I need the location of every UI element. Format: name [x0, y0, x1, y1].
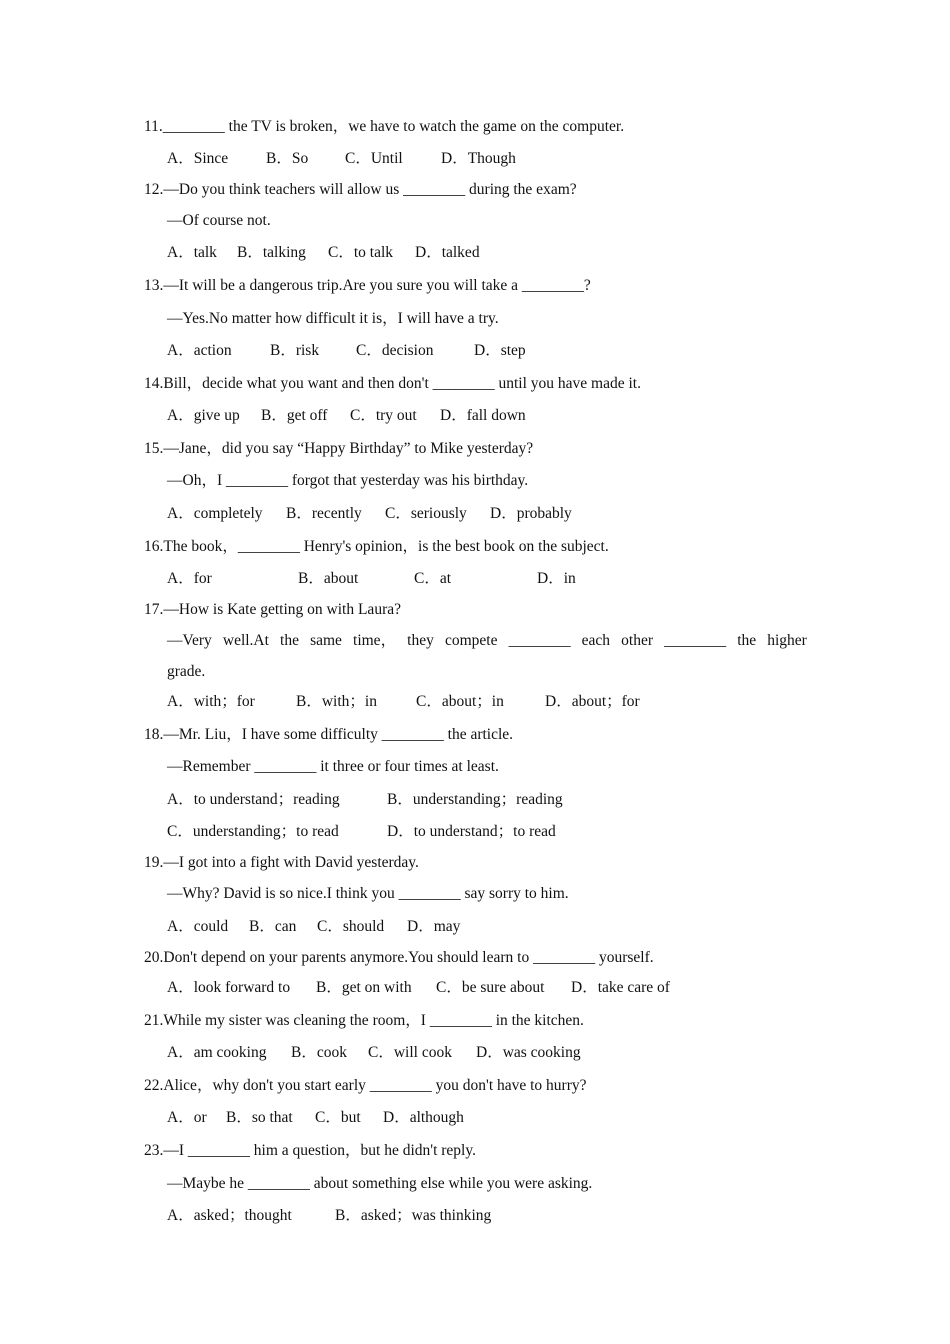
q17-blank: ________	[664, 632, 727, 649]
q14-option-b: B．get off	[261, 407, 328, 424]
q21-option-d: D．was cooking	[476, 1044, 581, 1061]
q19-option-b: B．can	[249, 918, 297, 935]
question-23-reply: —Maybe he ________ about something else while you were asking.	[167, 1175, 593, 1192]
q21-option-c: C．will cook	[368, 1044, 452, 1061]
question-17-stem: 17.—How is Kate getting on with Laura?	[144, 601, 401, 618]
q12-option-a: A．talk	[167, 244, 217, 261]
q22-option-a: A．or	[167, 1109, 207, 1126]
q17-word: higher	[767, 632, 807, 649]
q13-option-a: A．action	[167, 342, 232, 359]
question-16-stem: 16.The book，________ Henry's opinion，is the best book on the subject.	[144, 538, 609, 555]
q20-option-b: B．get on with	[316, 979, 412, 996]
q18-option-d: D．to understand；to read	[387, 823, 556, 840]
q23-option-a: A．asked；thought	[167, 1207, 292, 1224]
q13-option-c: C．decision	[356, 342, 434, 359]
q14-option-c: C．try out	[350, 407, 417, 424]
q15-option-b: B．recently	[286, 505, 362, 522]
question-20-stem: 20.Don't depend on your parents anymore.You should learn to ________ yourself.	[144, 949, 654, 966]
question-22-stem: 22.Alice，why don't you start early ________ you don't have to hurry?	[144, 1077, 587, 1094]
q16-option-a: A．for	[167, 570, 212, 587]
q15-option-a: A．completely	[167, 505, 263, 522]
q18-option-a: A．to understand；reading	[167, 791, 340, 808]
question-13-reply: —Yes.No matter how difficult it is，I will have a try.	[167, 310, 499, 327]
question-13-stem: 13.—It will be a dangerous trip.Are you sure you will take a ________?	[144, 277, 591, 294]
q17-word: well.At	[222, 632, 269, 649]
question-17-reply-continued: grade.	[167, 663, 206, 680]
q18-option-c: C．understanding；to read	[167, 823, 339, 840]
q17-option-c: C．about；in	[416, 693, 504, 710]
q14-option-a: A．give up	[167, 407, 240, 424]
q17-blank: ________	[508, 632, 571, 649]
question-19-reply: —Why? David is so nice.I think you ________ say sorry to him.	[167, 885, 569, 902]
q12-option-c: C．to talk	[328, 244, 394, 261]
q17-option-b: B．with；in	[296, 693, 377, 710]
q19-option-d: D．may	[407, 918, 461, 935]
q11-option-a: A．Since	[167, 150, 229, 167]
q11-option-d: D．Though	[441, 150, 516, 167]
q12-option-d: D．talked	[415, 244, 480, 261]
q17-word: other	[621, 632, 653, 649]
q22-option-b: B．so that	[226, 1109, 293, 1126]
q13-option-b: B．risk	[270, 342, 320, 359]
q11-option-b: B．So	[266, 150, 309, 167]
q16-option-d: D．in	[537, 570, 576, 587]
q17-word: compete	[444, 632, 498, 649]
q18-option-b: B．understanding；reading	[387, 791, 563, 808]
q16-option-c: C．at	[414, 570, 452, 587]
question-15-stem: 15.—Jane，did you say “Happy Birthday” to Mike yesterday?	[144, 440, 534, 457]
q17-word: same	[310, 632, 342, 649]
q17-option-a: A．with；for	[167, 693, 255, 710]
q23-option-b: B．asked；was thinking	[335, 1207, 492, 1224]
question-23-stem: 23.—I ________ him a question，but he didn't reply.	[144, 1142, 476, 1159]
q20-option-d: D．take care of	[571, 979, 670, 996]
question-18-reply: —Remember ________ it three or four times at least.	[167, 758, 499, 775]
q21-option-b: B．cook	[291, 1044, 347, 1061]
question-15-reply: —Oh，I ________ forgot that yesterday was his birthday.	[167, 472, 529, 489]
q22-option-d: D．although	[383, 1109, 464, 1126]
question-11-stem: 11.________ the TV is broken，we have to watch the game on the computer.	[144, 118, 625, 135]
q19-option-a: A．could	[167, 918, 229, 935]
question-19-stem: 19.—I got into a fight with David yesterday.	[144, 854, 419, 871]
q14-option-d: D．fall down	[440, 407, 526, 424]
q13-option-d: D．step	[474, 342, 526, 359]
q17-word: —Very	[167, 632, 212, 649]
q17-word: each	[581, 632, 611, 649]
q17-word: they	[407, 632, 434, 649]
question-12-reply: —Of course not.	[167, 212, 271, 229]
q17-option-d: D．about；for	[545, 693, 640, 710]
question-14-stem: 14.Bill，decide what you want and then don't ________ until you have made it.	[144, 375, 641, 392]
question-21-stem: 21.While my sister was cleaning the room，I ________ in the kitchen.	[144, 1012, 584, 1029]
q19-option-c: C．should	[317, 918, 385, 935]
q15-option-d: D．probably	[490, 505, 572, 522]
q15-option-c: C．seriously	[385, 505, 467, 522]
q16-option-b: B．about	[298, 570, 359, 587]
q12-option-b: B．talking	[237, 244, 306, 261]
question-18-stem: 18.—Mr. Liu，I have some difficulty ________ the article.	[144, 726, 514, 743]
q17-word: time，	[353, 632, 397, 649]
q21-option-a: A．am cooking	[167, 1044, 267, 1061]
q17-word: the	[280, 632, 299, 649]
q17-word: the	[737, 632, 757, 649]
q20-option-a: A．look forward to	[167, 979, 291, 996]
question-12-stem: 12.—Do you think teachers will allow us ________ during the exam?	[144, 181, 577, 198]
q20-option-c: C．be sure about	[436, 979, 545, 996]
q22-option-c: C．but	[315, 1109, 361, 1126]
question-17-reply	[167, 631, 807, 651]
q11-option-c: C．Until	[345, 150, 403, 167]
